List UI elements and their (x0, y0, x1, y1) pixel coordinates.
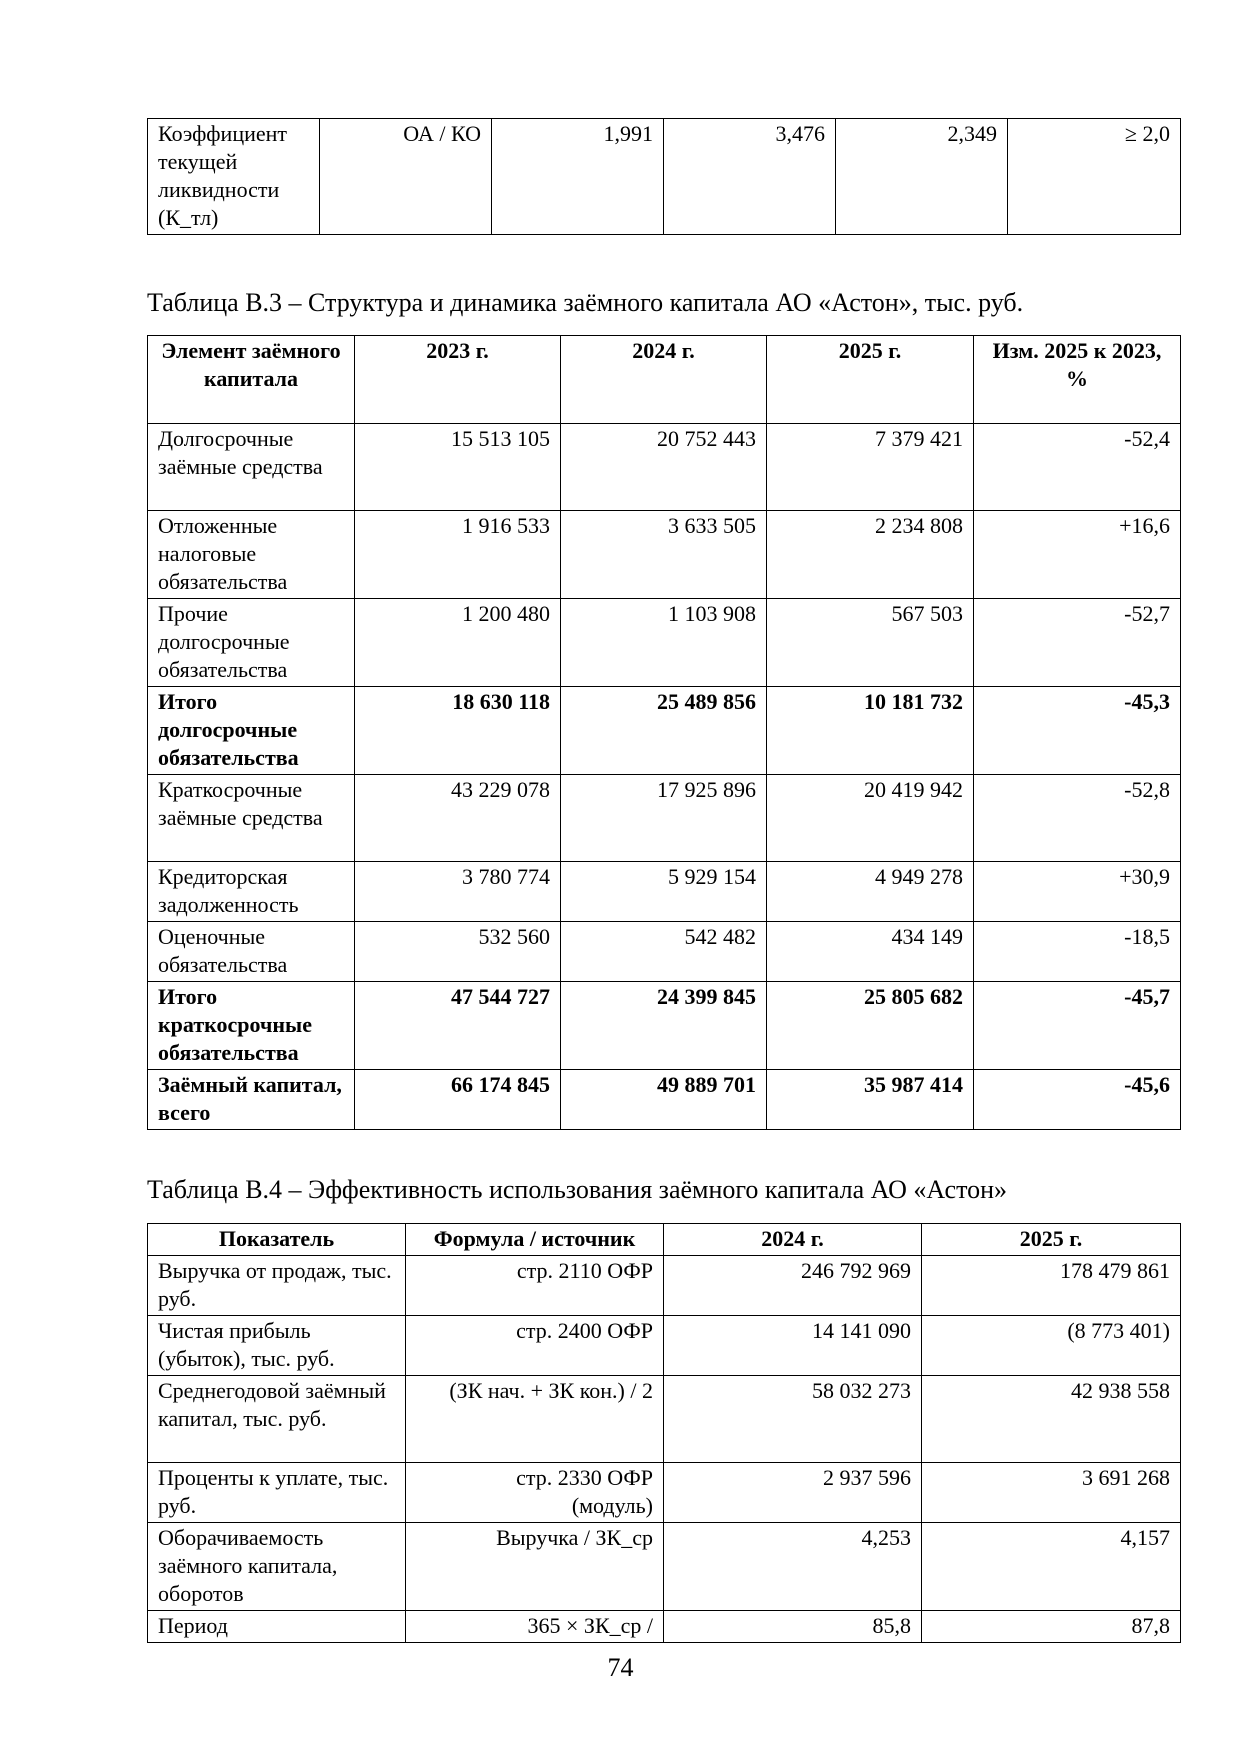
table-b4 (147, 1223, 1181, 1643)
value-cell: 3,476 (664, 119, 836, 235)
value-2024: 542 482 (561, 922, 767, 982)
value-2024: 4,253 (664, 1523, 922, 1611)
row-label: Оборачиваемость заёмного капитала, оборотов (148, 1523, 406, 1611)
row-label: Итого долгосрочные обязательства (148, 687, 355, 775)
table-header-row (148, 1224, 1181, 1256)
value-cell: 1,991 (492, 119, 664, 235)
column-header: 2024 г. (561, 336, 767, 424)
table-row (148, 424, 1181, 511)
value-2023: 15 513 105 (355, 424, 561, 511)
column-header: Изм. 2025 к 2023, % (974, 336, 1181, 424)
column-header: Формула / источник (406, 1224, 664, 1256)
row-label: Кредиторская задолженность (148, 862, 355, 922)
value-2024: 14 141 090 (664, 1316, 922, 1376)
row-label: Прочие долгосрочные обязательства (148, 599, 355, 687)
row-label: Среднегодовой заёмный капитал, тыс. руб. (148, 1376, 406, 1463)
value-2025: 4,157 (922, 1523, 1181, 1611)
value-2025: 178 479 861 (922, 1256, 1181, 1316)
value-2025: 2 234 808 (767, 511, 974, 599)
column-header: 2025 г. (767, 336, 974, 424)
change-value: -45,3 (974, 687, 1181, 775)
value-2024: 49 889 701 (561, 1070, 767, 1130)
row-label: Краткосрочные заёмные средства (148, 775, 355, 862)
formula-cell: ОА / КО (320, 119, 492, 235)
row-label: Оценочные обязательства (148, 922, 355, 982)
table-row (148, 1523, 1181, 1611)
value-2023: 3 780 774 (355, 862, 561, 922)
value-2023: 18 630 118 (355, 687, 561, 775)
table-row (148, 922, 1181, 982)
change-value: +30,9 (974, 862, 1181, 922)
change-value: -45,7 (974, 982, 1181, 1070)
value-2025: (8 773 401) (922, 1316, 1181, 1376)
value-2025: 35 987 414 (767, 1070, 974, 1130)
column-header: Элемент заёмного капитала (148, 336, 355, 424)
formula-cell: стр. 2400 ОФР (406, 1316, 664, 1376)
table-row (148, 599, 1181, 687)
table-row (148, 119, 1181, 235)
column-header: 2025 г. (922, 1224, 1181, 1256)
row-label: Чистая прибыль (убыток), тыс. руб. (148, 1316, 406, 1376)
table-row (148, 862, 1181, 922)
formula-cell: стр. 2330 ОФР (модуль) (406, 1463, 664, 1523)
change-value: +16,6 (974, 511, 1181, 599)
row-label: Отложенные налоговые обязательства (148, 511, 355, 599)
table-row (148, 511, 1181, 599)
row-label: Коэффициент текущей ликвидности (К_тл) (148, 119, 320, 235)
value-2024: 1 103 908 (561, 599, 767, 687)
value-2025: 25 805 682 (767, 982, 974, 1070)
table-row (148, 1256, 1181, 1316)
value-2024: 3 633 505 (561, 511, 767, 599)
row-label: Итого краткосрочные обязательства (148, 982, 355, 1070)
value-2024: 2 937 596 (664, 1463, 922, 1523)
change-value: -52,8 (974, 775, 1181, 862)
change-value: -52,7 (974, 599, 1181, 687)
value-2025: 4 949 278 (767, 862, 974, 922)
value-2024: 5 929 154 (561, 862, 767, 922)
value-2024: 85,8 (664, 1611, 922, 1643)
value-2024: 24 399 845 (561, 982, 767, 1070)
value-2023: 43 229 078 (355, 775, 561, 862)
formula-cell: Выручка / ЗК_ср (406, 1523, 664, 1611)
table-row (148, 1376, 1181, 1463)
column-header: 2023 г. (355, 336, 561, 424)
table-b3 (147, 335, 1181, 1130)
value-2023: 47 544 727 (355, 982, 561, 1070)
table-row (148, 1463, 1181, 1523)
value-2025: 434 149 (767, 922, 974, 982)
value-2025: 87,8 (922, 1611, 1181, 1643)
value-2025: 3 691 268 (922, 1463, 1181, 1523)
value-2025: 42 938 558 (922, 1376, 1181, 1463)
formula-cell: 365 × ЗК_ср / (406, 1611, 664, 1643)
value-2024: 246 792 969 (664, 1256, 922, 1316)
value-2025: 20 419 942 (767, 775, 974, 862)
table-row-total (148, 982, 1181, 1070)
row-label: Период (148, 1611, 406, 1643)
change-value: -45,6 (974, 1070, 1181, 1130)
value-2024: 17 925 896 (561, 775, 767, 862)
row-label: Проценты к уплате, тыс. руб. (148, 1463, 406, 1523)
table-b4-caption: Таблица В.4 – Эффективность использования заёмного капитала АО «Астон» (147, 1175, 1008, 1204)
page-number: 74 (607, 1653, 634, 1682)
value-2023: 532 560 (355, 922, 561, 982)
value-2023: 1 916 533 (355, 511, 561, 599)
value-2025: 7 379 421 (767, 424, 974, 511)
table-row-total (148, 687, 1181, 775)
prev-table (147, 118, 1181, 235)
value-2024: 20 752 443 (561, 424, 767, 511)
value-2023: 66 174 845 (355, 1070, 561, 1130)
table-row-total (148, 1070, 1181, 1130)
table-row (148, 775, 1181, 862)
value-2024: 58 032 273 (664, 1376, 922, 1463)
table-row (148, 1316, 1181, 1376)
table-header-row (148, 336, 1181, 424)
value-2025: 10 181 732 (767, 687, 974, 775)
table-b3-caption: Таблица В.3 – Структура и динамика заёмного капитала АО «Астон», тыс. руб. (147, 288, 1024, 317)
change-value: -52,4 (974, 424, 1181, 511)
change-value: -18,5 (974, 922, 1181, 982)
table-row (148, 1611, 1181, 1643)
formula-cell: стр. 2110 ОФР (406, 1256, 664, 1316)
value-2025: 567 503 (767, 599, 974, 687)
column-header: 2024 г. (664, 1224, 922, 1256)
norm-cell: ≥ 2,0 (1008, 119, 1181, 235)
formula-cell: (ЗК нач. + ЗК кон.) / 2 (406, 1376, 664, 1463)
value-2023: 1 200 480 (355, 599, 561, 687)
row-label: Выручка от продаж, тыс. руб. (148, 1256, 406, 1316)
row-label: Долгосрочные заёмные средства (148, 424, 355, 511)
value-cell: 2,349 (836, 119, 1008, 235)
column-header: Показатель (148, 1224, 406, 1256)
row-label: Заёмный капитал, всего (148, 1070, 355, 1130)
value-2024: 25 489 856 (561, 687, 767, 775)
